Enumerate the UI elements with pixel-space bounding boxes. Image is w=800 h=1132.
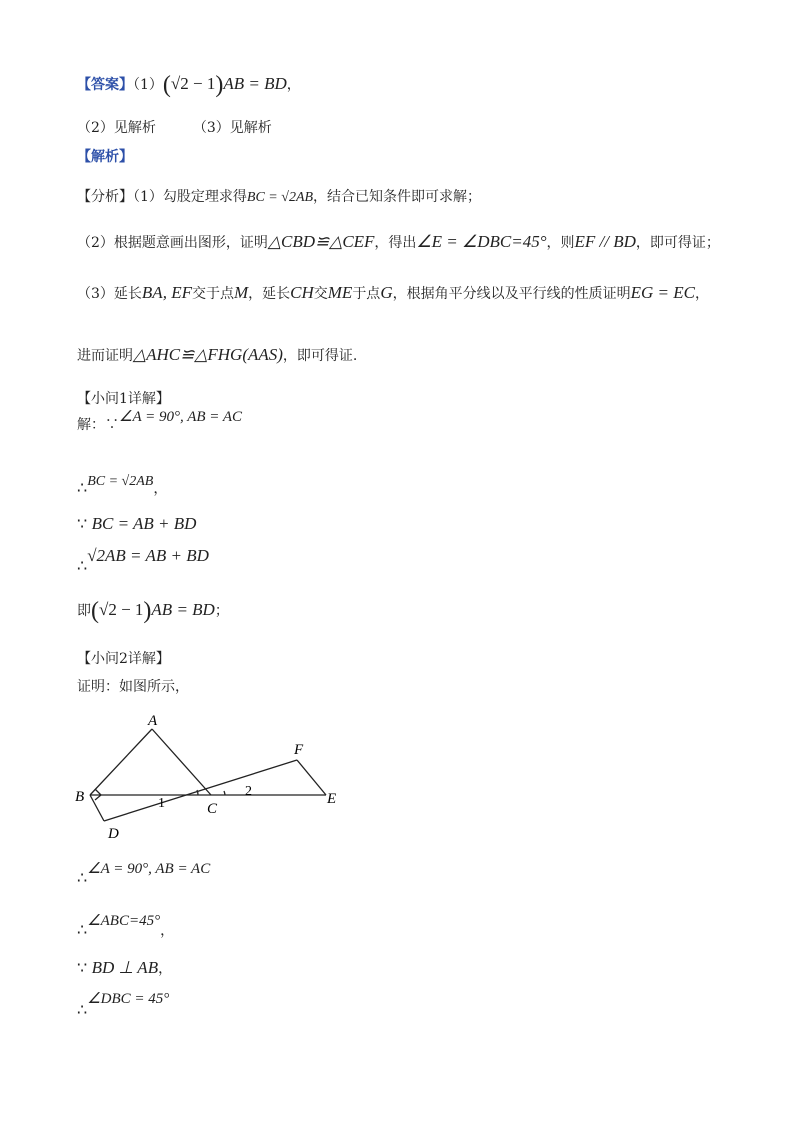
analysis-congruence-2: △AHC≌△FHG(AAS) xyxy=(133,345,283,364)
analysis-tag: 【解析】 xyxy=(77,149,133,165)
because-symbol: ∵ xyxy=(77,958,88,977)
q2-line-3: ∴∠ABC=45°， xyxy=(77,913,175,939)
label-angle-2: 2 xyxy=(245,784,252,799)
because-symbol: ∵ xyxy=(77,514,88,533)
q2-line-4: ∵ BD ⊥ AB， xyxy=(77,958,173,977)
segment-ac xyxy=(152,729,211,795)
q1-title: 【小问1详解】 xyxy=(77,391,170,407)
q1-given: ∠A = 90°, AB = AC xyxy=(119,409,243,425)
label-e: E xyxy=(327,791,337,807)
q1-line-5: 即(√2 − 1)AB = BD； xyxy=(77,598,229,624)
analysis-congruence-1: △CBD≌△CEF xyxy=(267,232,375,251)
q2-title: 【小问2详解】 xyxy=(77,651,170,667)
therefore-symbol: ∴ xyxy=(77,478,88,497)
segment-ab xyxy=(90,729,152,795)
analysis-formula-bc: BC = √2AB xyxy=(246,190,314,205)
answer-line-1: 【答案】（1）(√2 − 1)AB = BD， xyxy=(77,72,301,98)
answer-part1-expr-left: √2 − 1 xyxy=(170,74,216,93)
answer-part1-expr-right: AB = BD xyxy=(223,74,287,93)
label-f: F xyxy=(294,742,304,758)
analysis-line-1: 【分析】（1）勾股定理求得BC = √2AB，结合已知条件即可求解； xyxy=(77,189,482,205)
therefore-symbol: ∴ xyxy=(77,920,88,939)
answer-part3: （3）见解析 xyxy=(192,120,272,136)
answer-tag: 【答案】 xyxy=(77,77,133,93)
q2-line-1: 证明：如图所示， xyxy=(77,679,189,695)
q2-line-2: ∴∠A = 90°, AB = AC xyxy=(77,861,211,887)
angle-arc-1 xyxy=(197,790,198,795)
analysis-line-4: 进而证明△AHC≌△FHG(AAS)，即可得证. xyxy=(77,345,358,364)
label-a: A xyxy=(148,713,158,729)
therefore-symbol: ∴ xyxy=(77,1000,88,1019)
q1-line-2: ∴BC = √2AB， xyxy=(77,474,168,497)
label-d: D xyxy=(108,826,119,842)
q1-line-1: 解：∵∠A = 90°, AB = AC xyxy=(77,409,243,433)
geometry-figure xyxy=(70,708,350,848)
analysis-line-3: （3）延长BA, EF交于点M，延长CH交ME于点G，根据角平分线以及平行线的性质证明EG = EC， xyxy=(77,283,709,302)
q1-line-3: ∵ BC = AB + BD xyxy=(77,514,197,533)
label-b: B xyxy=(75,789,85,805)
segment-fe xyxy=(297,760,326,795)
label-angle-1: 1 xyxy=(158,796,165,811)
answer-line-2 xyxy=(77,117,272,137)
therefore-symbol: ∴ xyxy=(77,556,88,575)
therefore-symbol: ∴ xyxy=(77,868,88,887)
answer-part1-number: （1） xyxy=(133,77,163,93)
analysis-parallel: EF // BD xyxy=(574,232,636,251)
q2-line-5: ∴∠DBC = 45° xyxy=(77,991,170,1019)
analysis-angle-equality: ∠E = ∠DBC=45° xyxy=(416,232,547,251)
q1-line-4: ∴√2AB = AB + BD xyxy=(77,546,209,575)
segment-df xyxy=(104,760,297,821)
label-c: C xyxy=(207,801,218,817)
answer-part2: （2）见解析 xyxy=(77,120,156,136)
analysis-line-2: （2）根据题意画出图形，证明△CBD≌△CEF，得出∠E = ∠DBC=45°，则EF // BD，即可得证； xyxy=(77,232,720,251)
